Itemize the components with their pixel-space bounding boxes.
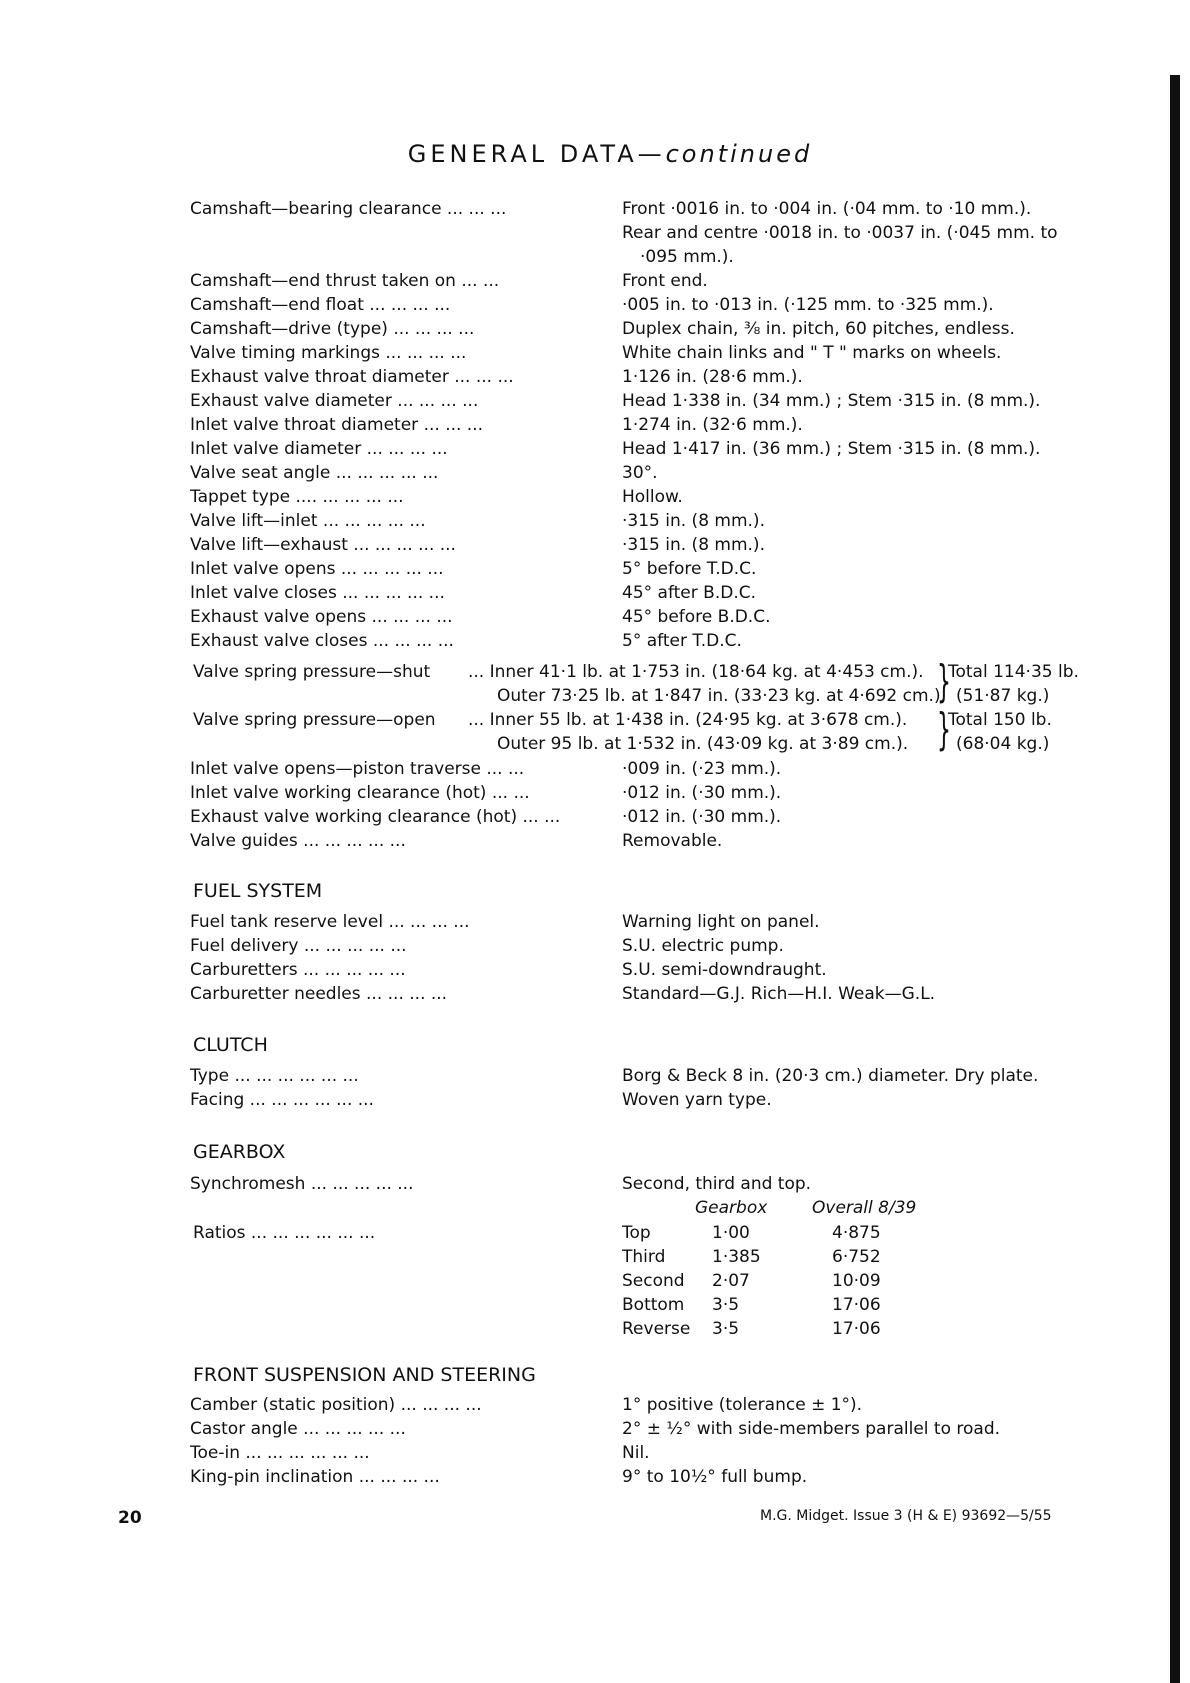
row-label: Valve lift—inlet ... ... ... ... ... <box>190 511 426 531</box>
data-row <box>190 829 723 853</box>
data-row <box>190 461 658 485</box>
ratio-overall: 17·06 <box>832 1319 881 1339</box>
row-value: ·009 in. (·23 mm.). <box>622 759 782 779</box>
brace-shut: } <box>937 656 951 707</box>
row-label: Valve guides ... ... ... ... ... <box>190 831 406 851</box>
row-label: Camshaft—bearing clearance ... ... ... <box>190 199 507 219</box>
row-label: Inlet valve throat diameter ... ... ... <box>190 415 484 435</box>
row-label: Exhaust valve throat diameter ... ... ... <box>190 367 514 387</box>
title-suffix: continued <box>665 140 813 168</box>
synchromesh-row <box>190 1172 812 1196</box>
row-label: Exhaust valve working clearance (hot) ... ... <box>190 807 561 827</box>
row-value: 1·126 in. (28·6 mm.). <box>622 367 803 387</box>
row-label: Inlet valve opens ... ... ... ... ... <box>190 559 444 579</box>
row-label: Camshaft—end float ... ... ... ... <box>190 295 451 315</box>
row-value: 1° positive (tolerance ± 1°). <box>622 1395 863 1415</box>
spring-open-outer: Outer 95 lb. at 1·532 in. (43·09 kg. at 3·89 cm.). <box>497 734 909 754</box>
data-row <box>190 982 936 1006</box>
ratio-gearbox: 3·5 <box>712 1295 740 1315</box>
ratio-gear: Third <box>622 1247 666 1267</box>
row-label: Camber (static position) ... ... ... ... <box>190 1395 482 1415</box>
ratio-gearbox: 3·5 <box>712 1319 740 1339</box>
row-label: Castor angle ... ... ... ... ... <box>190 1419 406 1439</box>
data-row <box>190 197 1032 221</box>
data-row <box>190 1088 772 1112</box>
row-value: 45° before B.D.C. <box>622 607 771 627</box>
data-row <box>190 629 742 653</box>
spring-open-inner: ... Inner 55 lb. at 1·438 in. (24·95 kg. at 3·678 cm.). <box>468 710 908 730</box>
data-row <box>190 269 708 293</box>
data-row <box>190 605 771 629</box>
data-row <box>190 910 820 934</box>
data-row <box>190 293 994 317</box>
spring-shut-total1: Total 114·35 lb. <box>948 662 1079 682</box>
footer-reference: M.G. Midget. Issue 3 (H & E) 93692—5/55 <box>760 1508 1052 1524</box>
data-row <box>190 934 784 958</box>
spring-open-total1: Total 150 lb. <box>948 710 1052 730</box>
spring-open-label: Valve spring pressure—open <box>193 710 436 730</box>
row-label: Carburetter needles ... ... ... ... <box>190 984 448 1004</box>
data-row <box>190 413 803 437</box>
row-label: Inlet valve diameter ... ... ... ... <box>190 439 448 459</box>
row-label: Tappet type .... ... ... ... ... <box>190 487 404 507</box>
row-value: S.U. electric pump. <box>622 936 784 956</box>
row-label: Inlet valve working clearance (hot) ... ... <box>190 783 530 803</box>
row-label: Type ... ... ... ... ... ... <box>190 1066 359 1086</box>
fuel-heading: FUEL SYSTEM <box>193 880 323 902</box>
row-label: Toe-in ... ... ... ... ... ... <box>190 1443 370 1463</box>
row-value: Removable. <box>622 831 723 851</box>
data-row <box>190 1393 863 1417</box>
camshaft-clearance-line2: Rear and centre ·0018 in. to ·0037 in. (·045 mm. to <box>622 223 1058 243</box>
data-row <box>190 533 765 557</box>
spring-shut-total2: (51·87 kg.) <box>956 686 1050 706</box>
data-row <box>190 1465 808 1489</box>
row-label: Inlet valve opens—piston traverse ... ... <box>190 759 525 779</box>
data-row <box>190 781 782 805</box>
ratio-gear: Top <box>622 1223 651 1243</box>
ratio-overall: 10·09 <box>832 1271 881 1291</box>
row-value: Head 1·338 in. (34 mm.) ; Stem ·315 in. (8 mm.). <box>622 391 1041 411</box>
row-value: ·012 in. (·30 mm.). <box>622 807 782 827</box>
row-label: Exhaust valve opens ... ... ... ... <box>190 607 453 627</box>
data-row <box>190 757 782 781</box>
row-value: S.U. semi-downdraught. <box>622 960 827 980</box>
data-row <box>190 581 756 605</box>
row-value: ·005 in. to ·013 in. (·125 mm. to ·325 mm.). <box>622 295 994 315</box>
ratio-overall: 6·752 <box>832 1247 881 1267</box>
row-label: Fuel tank reserve level ... ... ... ... <box>190 912 470 932</box>
synchromesh-label: Synchromesh ... ... ... ... ... <box>190 1174 414 1194</box>
row-value: Front ·0016 in. to ·004 in. (·04 mm. to ·10 mm.). <box>622 199 1032 219</box>
spring-shut-outer: Outer 73·25 lb. at 1·847 in. (33·23 kg. at 4·692 cm.). <box>497 686 946 706</box>
ratio-gearbox: 2·07 <box>712 1271 750 1291</box>
data-row <box>190 437 1041 461</box>
row-value: ·012 in. (·30 mm.). <box>622 783 782 803</box>
page-title <box>0 140 1190 168</box>
col-overall: Overall 8/39 <box>812 1198 917 1218</box>
synchromesh-value: Second, third and top. <box>622 1174 812 1194</box>
ratio-gear: Reverse <box>622 1319 691 1339</box>
data-row <box>190 341 1002 365</box>
page-edge-bar <box>1170 75 1180 1683</box>
data-row <box>190 958 827 982</box>
data-row <box>190 317 1015 341</box>
row-label: Inlet valve closes ... ... ... ... ... <box>190 583 445 603</box>
row-value: 5° after T.D.C. <box>622 631 742 651</box>
title-main: GENERAL DATA— <box>407 140 666 168</box>
row-label: King-pin inclination ... ... ... ... <box>190 1467 440 1487</box>
row-value: 1·274 in. (32·6 mm.). <box>622 415 803 435</box>
ratio-gear: Second <box>622 1271 685 1291</box>
row-label: Exhaust valve diameter ... ... ... ... <box>190 391 479 411</box>
row-value: Hollow. <box>622 487 683 507</box>
row-label: Facing ... ... ... ... ... ... <box>190 1090 374 1110</box>
gearbox-heading: GEARBOX <box>193 1141 286 1163</box>
row-value: White chain links and " T " marks on wheels. <box>622 343 1002 363</box>
row-value: Nil. <box>622 1443 650 1463</box>
row-value: ·315 in. (8 mm.). <box>622 511 765 531</box>
ratio-gear: Bottom <box>622 1295 685 1315</box>
suspension-heading: FRONT SUSPENSION AND STEERING <box>193 1364 536 1386</box>
row-value: Duplex chain, ⅜ in. pitch, 60 pitches, endless. <box>622 319 1015 339</box>
row-value: 30°. <box>622 463 658 483</box>
row-value: Borg & Beck 8 in. (20·3 cm.) diameter. Dry plate. <box>622 1066 1039 1086</box>
row-label: Valve seat angle ... ... ... ... ... <box>190 463 439 483</box>
row-value: ·315 in. (8 mm.). <box>622 535 765 555</box>
row-value: 45° after B.D.C. <box>622 583 756 603</box>
data-row <box>190 1417 1001 1441</box>
row-label: Camshaft—drive (type) ... ... ... ... <box>190 319 475 339</box>
row-value: Front end. <box>622 271 708 291</box>
row-label: Camshaft—end thrust taken on ... ... <box>190 271 500 291</box>
row-value: Woven yarn type. <box>622 1090 772 1110</box>
data-row <box>190 557 757 581</box>
row-value: 9° to 10½° full bump. <box>622 1467 808 1487</box>
camshaft-clearance-line3: ·095 mm.). <box>640 247 734 267</box>
spring-shut-label: Valve spring pressure—shut <box>193 662 431 682</box>
col-gearbox: Gearbox <box>695 1198 768 1218</box>
ratio-gearbox: 1·00 <box>712 1223 750 1243</box>
ratio-gearbox: 1·385 <box>712 1247 761 1267</box>
ratios-label: Ratios ... ... ... ... ... ... <box>193 1223 376 1243</box>
row-label: Fuel delivery ... ... ... ... ... <box>190 936 407 956</box>
page-number: 20 <box>118 1508 142 1528</box>
row-value: Warning light on panel. <box>622 912 820 932</box>
data-row <box>190 805 782 829</box>
data-row <box>190 1441 650 1465</box>
row-value: Head 1·417 in. (36 mm.) ; Stem ·315 in. (8 mm.). <box>622 439 1041 459</box>
data-row <box>190 365 803 389</box>
row-value: 2° ± ½° with side-members parallel to road. <box>622 1419 1001 1439</box>
ratio-overall: 17·06 <box>832 1295 881 1315</box>
row-value: 5° before T.D.C. <box>622 559 757 579</box>
row-label: Valve lift—exhaust ... ... ... ... ... <box>190 535 456 555</box>
brace-open: } <box>937 704 951 755</box>
row-label: Exhaust valve closes ... ... ... ... <box>190 631 454 651</box>
data-row <box>190 389 1041 413</box>
ratio-overall: 4·875 <box>832 1223 881 1243</box>
row-value: Standard—G.J. Rich—H.I. Weak—G.L. <box>622 984 936 1004</box>
row-label: Carburetters ... ... ... ... ... <box>190 960 406 980</box>
spring-open-total2: (68·04 kg.) <box>956 734 1050 754</box>
data-row <box>190 509 765 533</box>
spring-shut-inner: ... Inner 41·1 lb. at 1·753 in. (18·64 kg. at 4·453 cm.). <box>468 662 924 682</box>
data-row <box>190 1064 1039 1088</box>
clutch-heading: CLUTCH <box>193 1034 268 1056</box>
row-label: Valve timing markings ... ... ... ... <box>190 343 467 363</box>
data-row <box>190 485 683 509</box>
